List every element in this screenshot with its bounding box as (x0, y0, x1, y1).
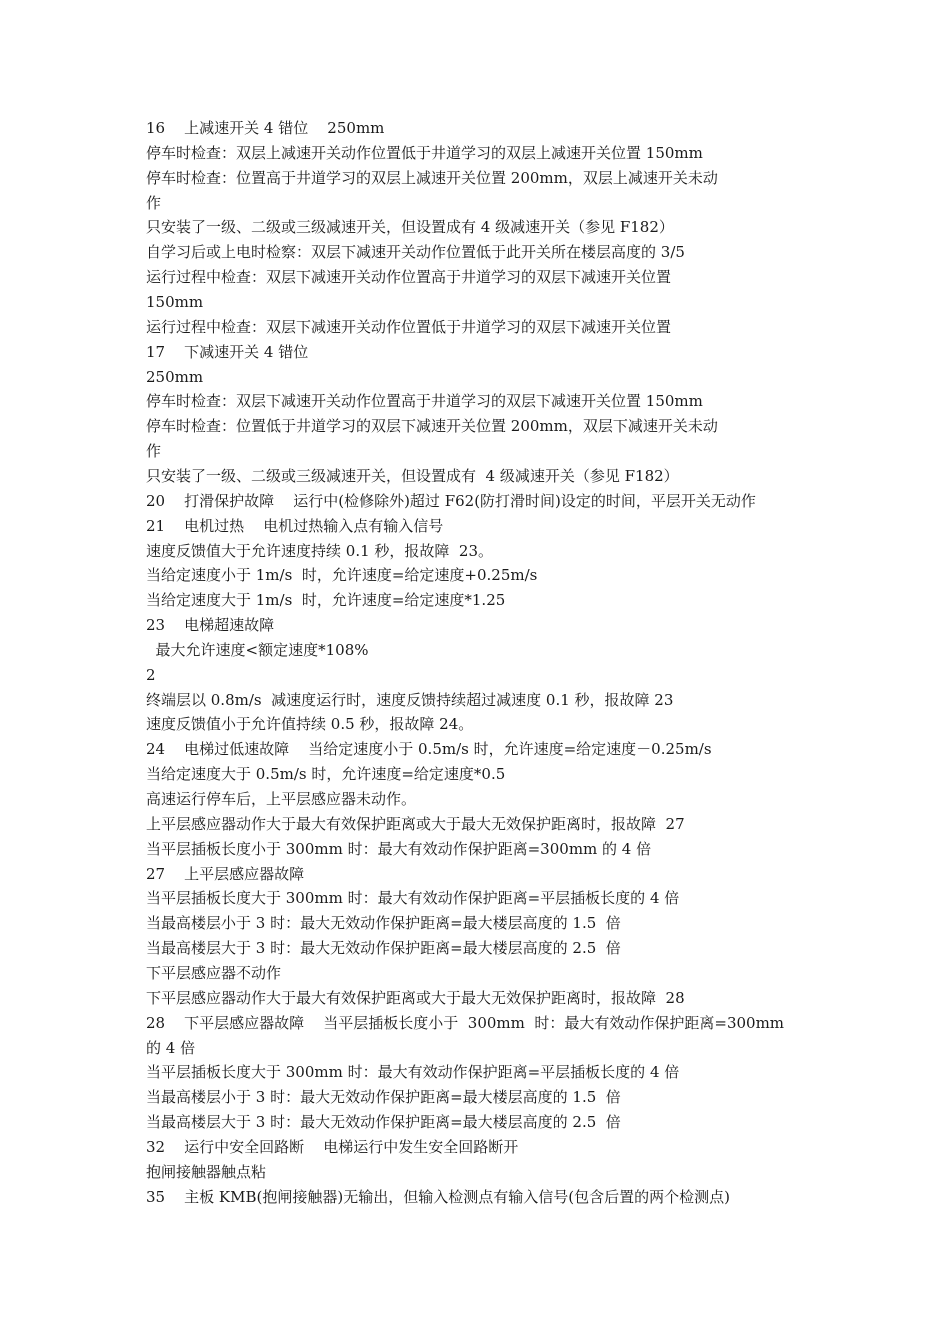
text-line: 当给定速度大于 0.5m/s 时，允许速度=给定速度*0.5 (146, 765, 506, 784)
text-line: 当平层插板长度大于 300mm 时：最大有效动作保护距离=平层插板长度的 4 倍 (146, 1063, 680, 1082)
text-line: 抱闸接触器触点粘 (146, 1162, 267, 1181)
text-line: 作 (146, 193, 162, 212)
text-line: 当给定速度大于 1m/s 时，允许速度=给定速度*1.25 (146, 591, 506, 610)
text-line: 23 电梯超速故障 (146, 616, 275, 634)
text-line: 24 电梯过低速故障 当给定速度小于 0.5m/s 时，允许速度=给定速度－0.25m/s (146, 740, 712, 759)
text-line: 21 电机过热 电机过热输入点有输入信号 (146, 516, 444, 535)
text-line: 运行过程中检查：双层下减速开关动作位置高于井道学习的双层下减速开关位置 (146, 268, 672, 287)
text-line: 速度反馈值大于允许速度持续 0.1 秒，报故障 23。 (146, 541, 494, 560)
text-line: 当最高楼层小于 3 时：最大无效动作保护距离=最大楼层高度的 1.5 倍 (146, 914, 621, 933)
text-line: 终端层以 0.8m/s 减速度运行时，速度反馈持续超过减速度 0.1 秒，报故障 23 (146, 690, 674, 709)
text-line: 2 (146, 665, 156, 684)
text-line: 当最高楼层大于 3 时：最大无效动作保护距离=最大楼层高度的 2.5 倍 (146, 939, 621, 958)
text-line: 运行过程中检查：双层下减速开关动作位置低于井道学习的双层下减速开关位置 (146, 317, 672, 336)
text-line: 速度反馈值小于允许值持续 0.5 秒，报故障 24。 (146, 715, 474, 734)
text-line: 当平层插板长度大于 300mm 时：最大有效动作保护距离=平层插板长度的 4 倍 (146, 889, 680, 908)
text-line: 250mm (146, 367, 204, 386)
text-line: 停车时检查：位置低于井道学习的双层下减速开关位置 200mm，双层下减速开关未动 (146, 417, 718, 436)
text-line: 自学习后或上电时检察：双层下减速开关动作位置低于此开关所在楼层高度的 3/5 (146, 243, 685, 262)
text-line: 20 打滑保护故障 运行中(检修除外)超过 F62(防打滑时间)设定的时间，平层开关无动作 (146, 491, 756, 510)
text-line: 32 运行中安全回路断 电梯运行中发生安全回路断开 (146, 1137, 519, 1156)
text-line: 当最高楼层大于 3 时：最大无效动作保护距离=最大楼层高度的 2.5 倍 (146, 1113, 621, 1131)
text-line: 当给定速度小于 1m/s 时，允许速度=给定速度+0.25m/s (146, 566, 538, 585)
text-line: 28 下平层感应器故障 当平层插板长度小于 300mm 时：最大有效动作保护距离=300mm (146, 1013, 785, 1032)
text-line: 上平层感应器动作大于最大有效保护距离或大于最大无效保护距离时，报故障 27 (146, 814, 685, 833)
text-line: 高速运行停车后，上平层感应器未动作。 (146, 790, 417, 808)
text-line: 当最高楼层小于 3 时：最大无效动作保护距离=最大楼层高度的 1.5 倍 (146, 1088, 621, 1107)
text-line: 当平层插板长度小于 300mm 时：最大有效动作保护距离=300mm 的 4 倍 (146, 839, 652, 858)
text-line: 停车时检查：位置高于井道学习的双层上减速开关位置 200mm，双层上减速开关未动 (146, 168, 718, 187)
text-line: 只安装了一级、二级或三级减速开关，但设置成有 4 级减速开关（参见 F182） (146, 218, 674, 237)
text-line: 停车时检查：双层上减速开关动作位置低于井道学习的双层上减速开关位置 150mm (146, 143, 703, 162)
text-line: 16 上减速开关 4 错位 250mm (146, 119, 385, 137)
text-line: 35 主板 KMB(抱闸接触器)无输出，但输入检测点有输入信号(包含后置的两个检测点) (146, 1187, 730, 1206)
text-line: 17 下减速开关 4 错位 (146, 342, 309, 361)
text-line: 下平层感应器动作大于最大有效保护距离或大于最大无效保护距离时，报故障 28 (146, 988, 685, 1007)
text-line: 作 (146, 442, 162, 461)
text-line: 停车时检查：双层下减速开关动作位置高于井道学习的双层下减速开关位置 150mm (146, 392, 703, 411)
text-line: 下平层感应器不动作 (146, 963, 282, 982)
text-line: 最大允许速度<额定速度*108% (146, 640, 369, 659)
text-line: 27 上平层感应器故障 (146, 864, 305, 883)
text-line: 150mm (146, 293, 204, 311)
text-line: 只安装了一级、二级或三级减速开关，但设置成有 4 级减速开关（参见 F182） (146, 466, 679, 485)
text-line: 的 4 倍 (146, 1038, 196, 1057)
